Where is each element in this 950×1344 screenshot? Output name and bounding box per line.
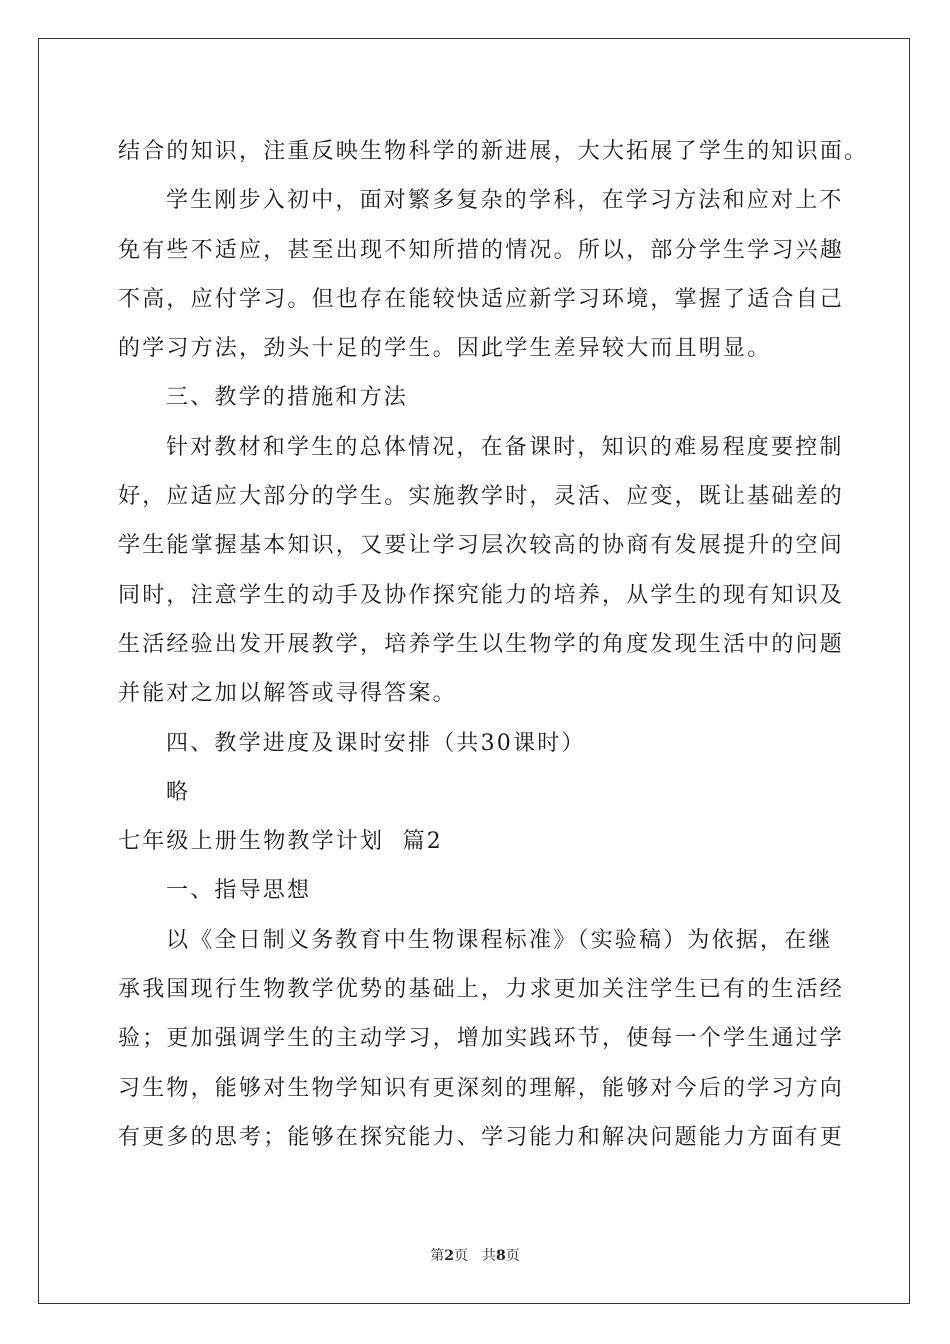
text-line: 习生物，能够对生物学知识有更深刻的理解，能够对今后的学习方向 bbox=[118, 1075, 845, 1101]
text-line: 并能对之加以解答或寻得答案。 bbox=[118, 681, 457, 707]
text-line: 好，应适应大部分的学生。实施教学时，灵活、应变，既让基础差的 bbox=[118, 484, 845, 510]
document-body bbox=[118, 127, 869, 1162]
text-line: 的学习方法，劲头十足的学生。因此学生差异较大而且明显。 bbox=[118, 336, 772, 362]
text-line: 略 bbox=[166, 779, 191, 805]
article-title: 七年级上册生物教学计划 篇2 bbox=[118, 829, 443, 855]
page-suffix: 页 bbox=[454, 1248, 468, 1264]
page-total: 8 bbox=[496, 1248, 506, 1264]
total-suffix: 页 bbox=[505, 1248, 520, 1264]
text-line: 针对教材和学生的总体情况，在备课时，知识的难易程度要控制 bbox=[166, 434, 844, 460]
text-line: 有更多的思考；能够在探究能力、学习能力和解决问题能力方面有更 bbox=[118, 1124, 845, 1150]
page-footer bbox=[0, 1245, 950, 1265]
page-prefix: 第 bbox=[430, 1248, 445, 1264]
text-line: 验；更加强调学生的主动学习，增加实践环节，使每一个学生通过学 bbox=[118, 1026, 845, 1052]
section-heading: 四、教学进度及课时安排（共30课时） bbox=[166, 730, 586, 756]
text-line: 学生能掌握基本知识，又要让学习层次较高的协商有发展提升的空间 bbox=[118, 533, 845, 559]
text-line: 生活经验出发开展教学，培养学生以生物学的角度发现生活中的问题 bbox=[118, 631, 845, 657]
text-line: 同时，注意学生的动手及协作探究能力的培养，从学生的现有知识及 bbox=[118, 582, 845, 608]
text-line: 免有些不适应，甚至出现不知所措的情况。所以，部分学生学习兴趣 bbox=[118, 237, 845, 263]
text-line: 学生刚步入初中，面对繁多复杂的学科，在学习方法和应对上不 bbox=[166, 188, 844, 214]
text-line: 以《全日制义务教育中生物课程标准》（实验稿）为依据，在继 bbox=[166, 927, 833, 953]
total-prefix: 共 bbox=[482, 1248, 496, 1264]
page-current: 2 bbox=[444, 1248, 454, 1264]
text-line: 结合的知识，注重反映生物科学的新进展，大大拓展了学生的知识面。 bbox=[118, 139, 869, 164]
section-heading: 一、指导思想 bbox=[166, 878, 312, 904]
text-line: 不高，应付学习。但也存在能较快适应新学习环境，掌握了适合自己 bbox=[118, 286, 845, 312]
section-heading: 三、教学的措施和方法 bbox=[166, 385, 409, 411]
text-line: 承我国现行生物教学优势的基础上，力求更加关注学生已有的生活经 bbox=[118, 977, 845, 1003]
